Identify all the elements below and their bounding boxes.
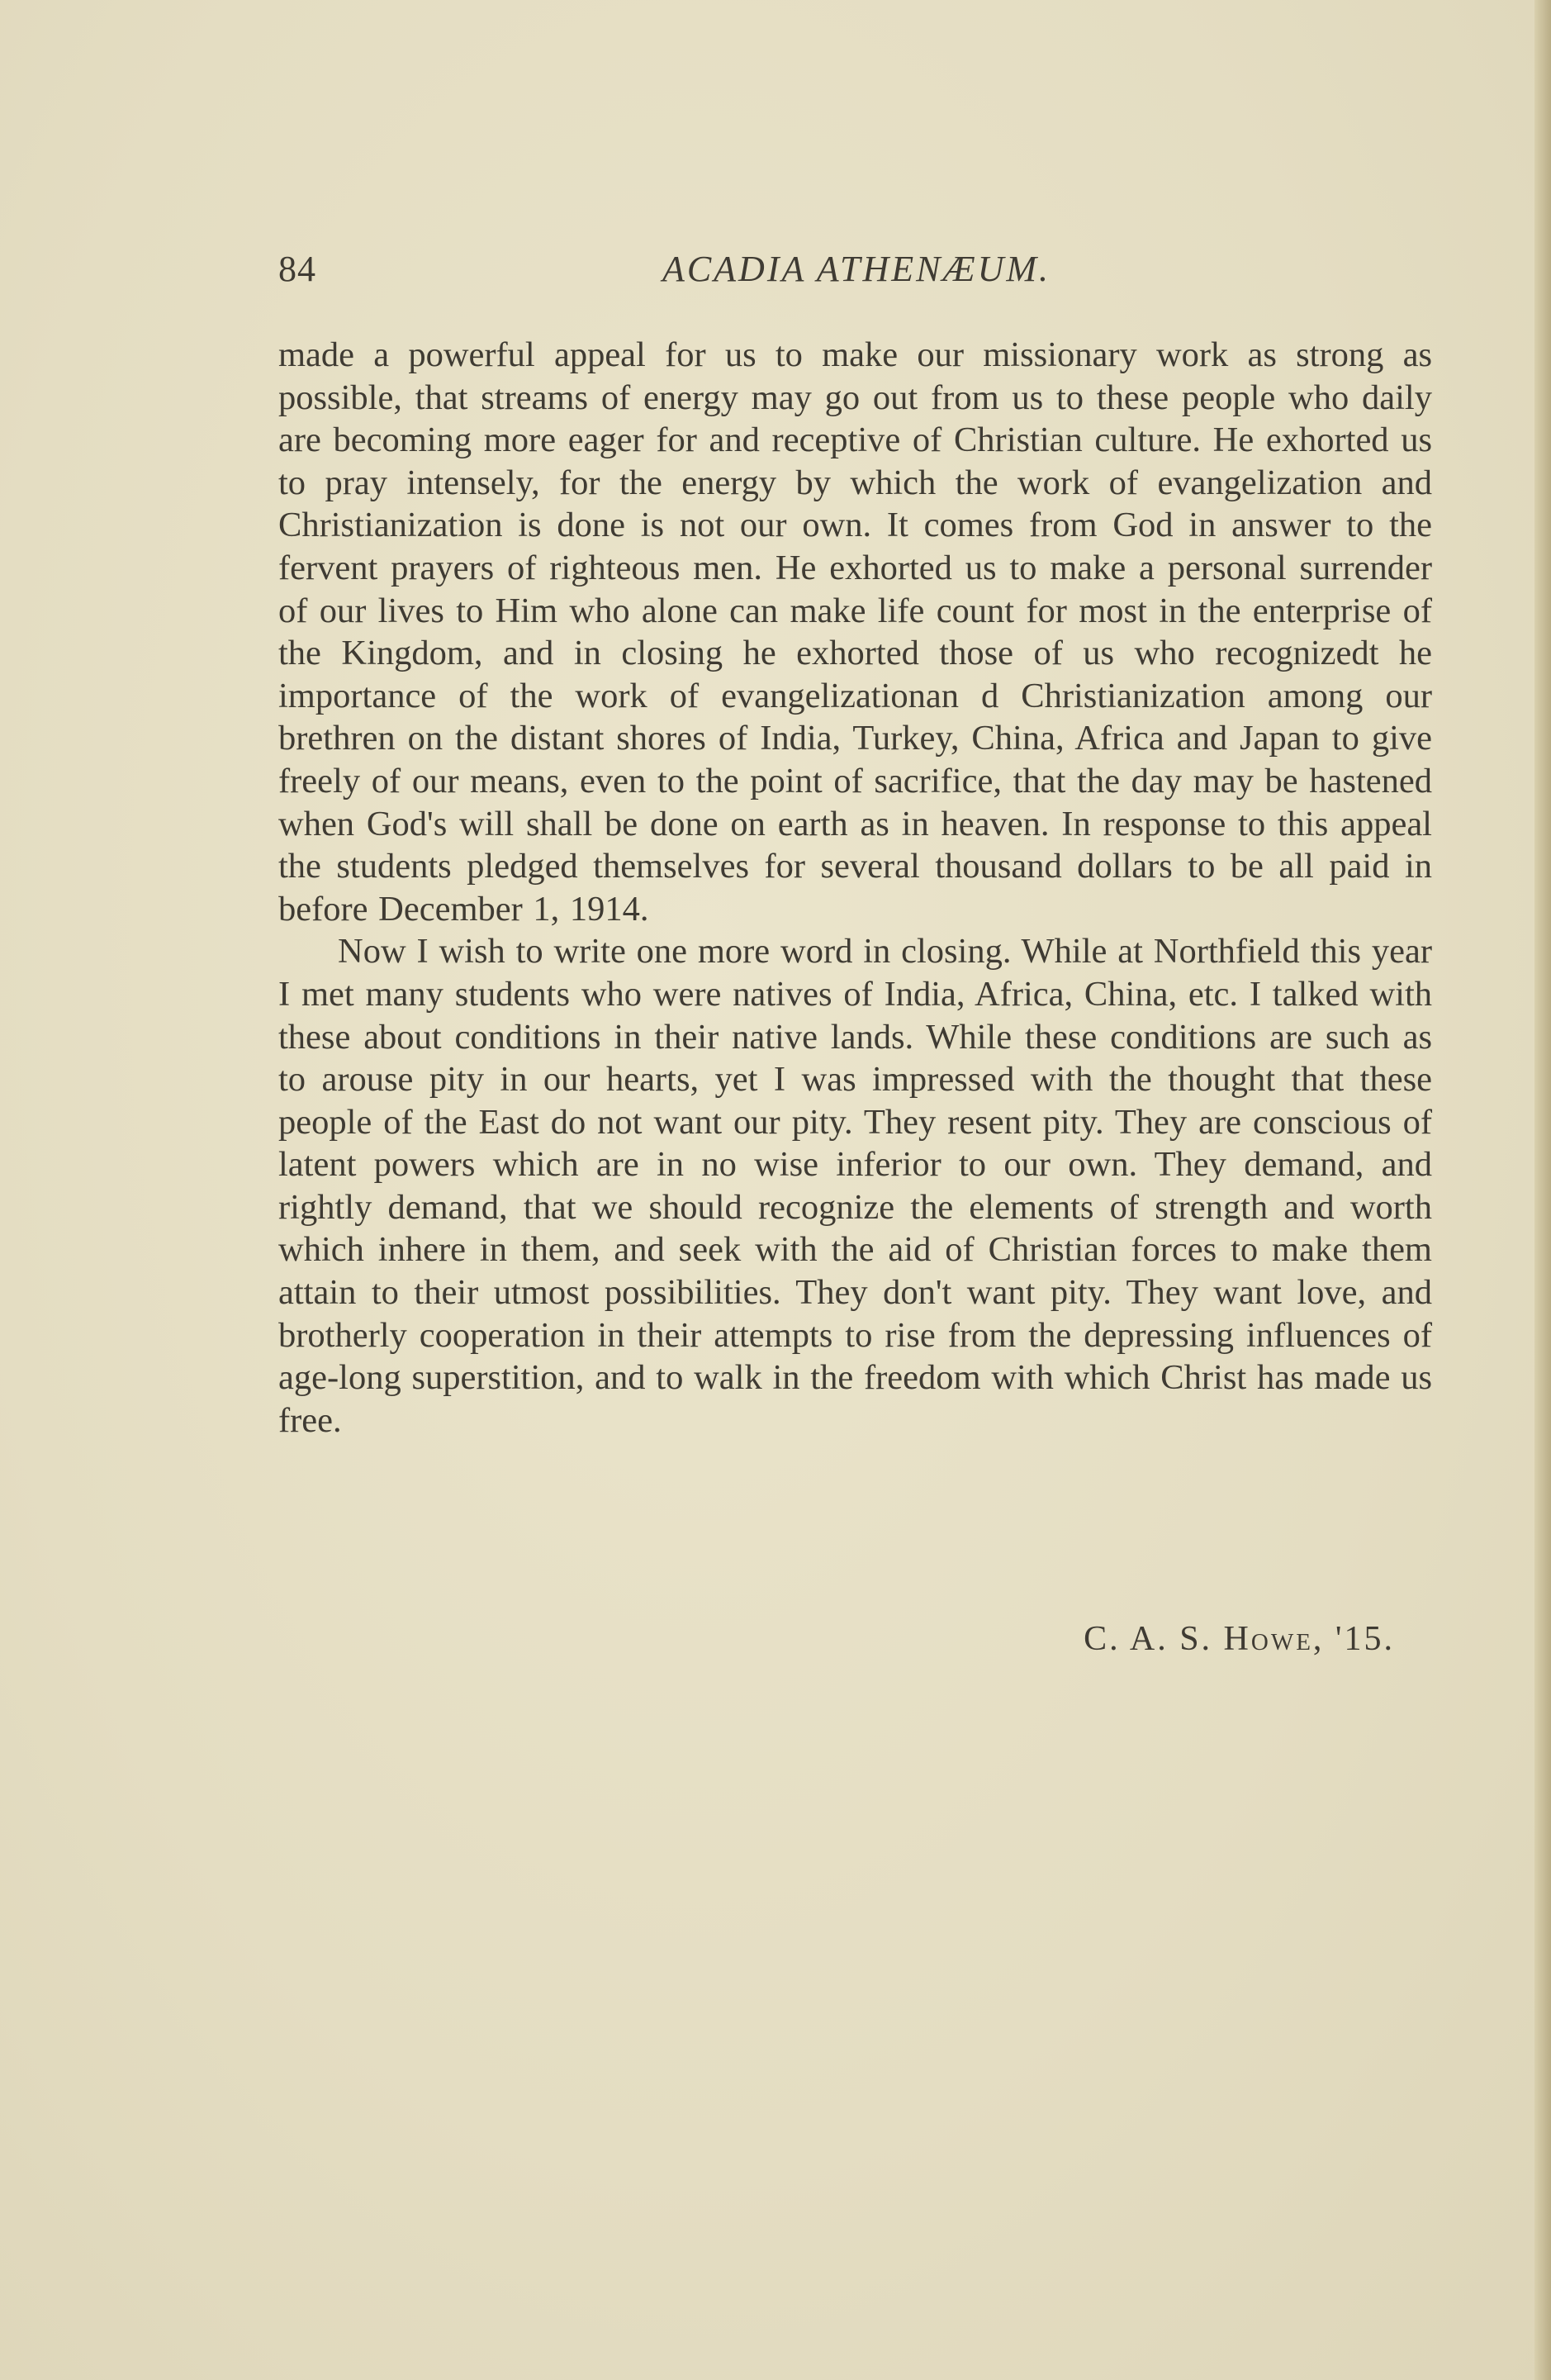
paragraph-1: made a powerful appeal for us to make our missionary work as strong as possible, that streams of energy may go out from us to these people who daily are becoming more eager for and receptive of Christian culture. He exhorted us to pray intensely, for the energy by which the work of evangelization and Christianization is done is not our own. It comes from God in answer to the fervent prayers of righteous men. He exhorted us to make a personal surrender of our lives to Him who alone can make life count for most in the enterprise of the Kingdom, and in closing he exhorted those of us who recognizedt he importance of the work of evangelizationan d Christianization among our brethren on the distant shores of India, Turkey, China, Africa and Japan to give freely of our means, even to the point of sacrifice, that the day may be hastened when God's will shall be done on earth as in heaven. In response to this appeal the students pledged themselves for several thousand dollars to be all paid in before December 1, 1914. bbox=[278, 335, 1432, 929]
page-edge-shadow bbox=[1534, 0, 1551, 2380]
author-signature: C. A. S. Howe, '15. bbox=[1084, 1620, 1395, 1658]
article-body bbox=[278, 334, 1432, 1442]
paragraph-2: Now I wish to write one more word in closing. While at Northfield this year I met many students who were natives of India, Africa, China, etc. I talked with these about conditions in their native lands. While these conditions are such as to arouse pity in our hearts, yet I was impressed with the thought that these people of the East do not want our pity. They resent pity. They are conscious of latent powers which are in no wise inferior to our own. They demand, and rightly demand, that we should recognize the elements of strength and worth which inhere in them, and seek with the aid of Christian forces to make them attain to their utmost possibilities. They don't want pity. They want love, and brotherly cooperation in their attempts to rise from the depressing influences of age-long superstition, and to walk in the freedom with which Christ has made us free. bbox=[278, 932, 1432, 1440]
page-number: 84 bbox=[278, 249, 316, 289]
page-header bbox=[278, 245, 1432, 294]
running-title: ACADIA ATHENÆUM. bbox=[662, 249, 1051, 289]
